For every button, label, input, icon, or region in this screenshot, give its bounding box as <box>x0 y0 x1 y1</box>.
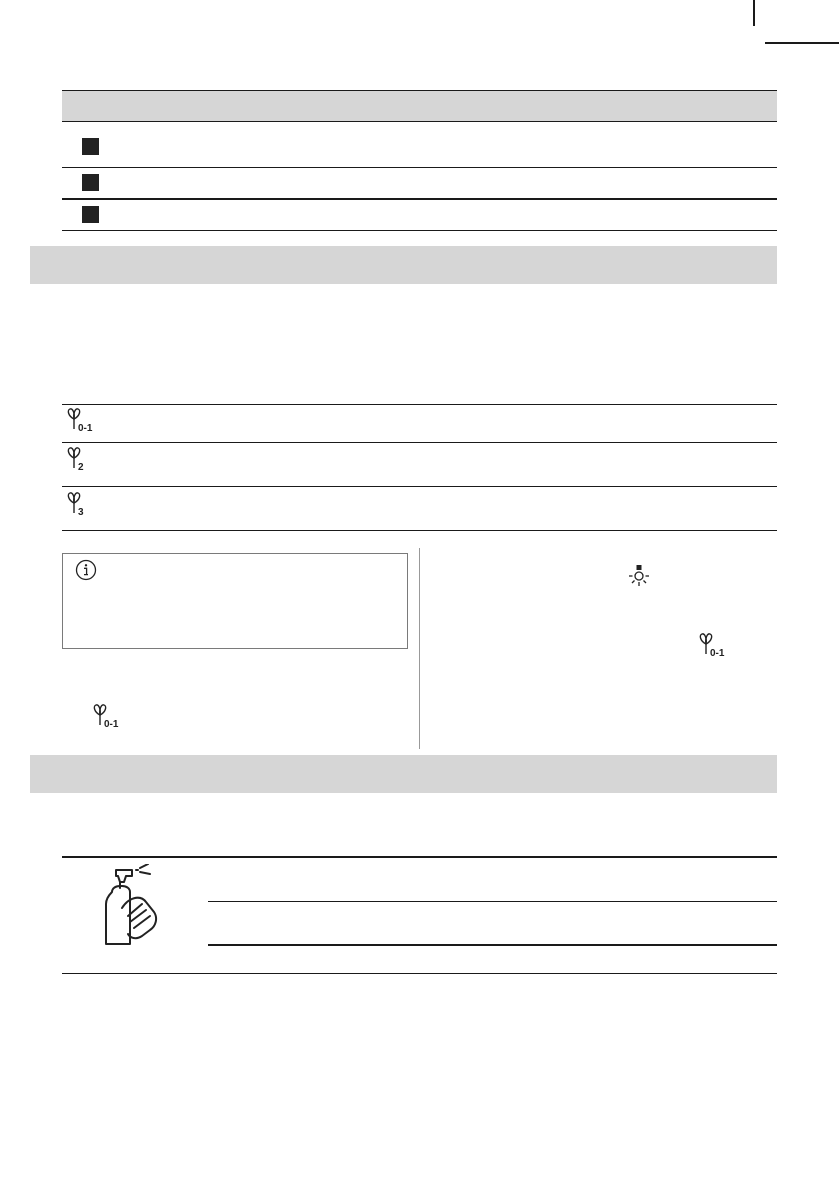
fan-table-top-rule <box>62 404 777 405</box>
fan-subscript: 3 <box>78 507 84 517</box>
fan-table-bottom-rule <box>62 530 777 531</box>
fan-subscript: 0-1 <box>78 423 93 433</box>
info-icon <box>75 559 97 581</box>
cleaning-table-top-rule <box>62 856 777 858</box>
fan-icon <box>64 491 100 517</box>
fan-icon <box>696 632 732 658</box>
header-table-heading-band <box>62 90 777 121</box>
section-heading-band <box>30 755 777 793</box>
fan-subscript: 0-1 <box>104 719 119 729</box>
filled-square-icon <box>82 206 99 223</box>
row-divider <box>62 442 777 443</box>
filled-square-icon <box>82 174 99 191</box>
cleaning-row-divider <box>208 944 777 946</box>
fan-icon <box>64 407 100 433</box>
row-divider <box>62 486 777 487</box>
spray-clean-icon <box>102 864 168 948</box>
cleaning-row-divider <box>208 901 777 902</box>
crop-mark-horizontal <box>765 42 839 44</box>
fan-icon <box>90 703 126 729</box>
cleaning-table-bottom-rule <box>62 973 777 974</box>
crop-mark-vertical <box>753 0 755 26</box>
light-icon <box>628 564 650 590</box>
info-note-box <box>62 553 408 649</box>
header-table-top-rule <box>62 90 777 91</box>
row-divider <box>62 167 777 168</box>
header-table-bottom-rule <box>62 230 777 231</box>
fan-subscript: 2 <box>78 462 84 472</box>
section-heading-band <box>30 246 777 284</box>
filled-square-icon <box>82 138 99 155</box>
column-divider <box>419 548 420 749</box>
fan-subscript: 0-1 <box>710 648 725 658</box>
fan-icon <box>64 446 100 472</box>
header-table-heading-rule <box>62 121 777 122</box>
row-divider <box>62 198 777 200</box>
